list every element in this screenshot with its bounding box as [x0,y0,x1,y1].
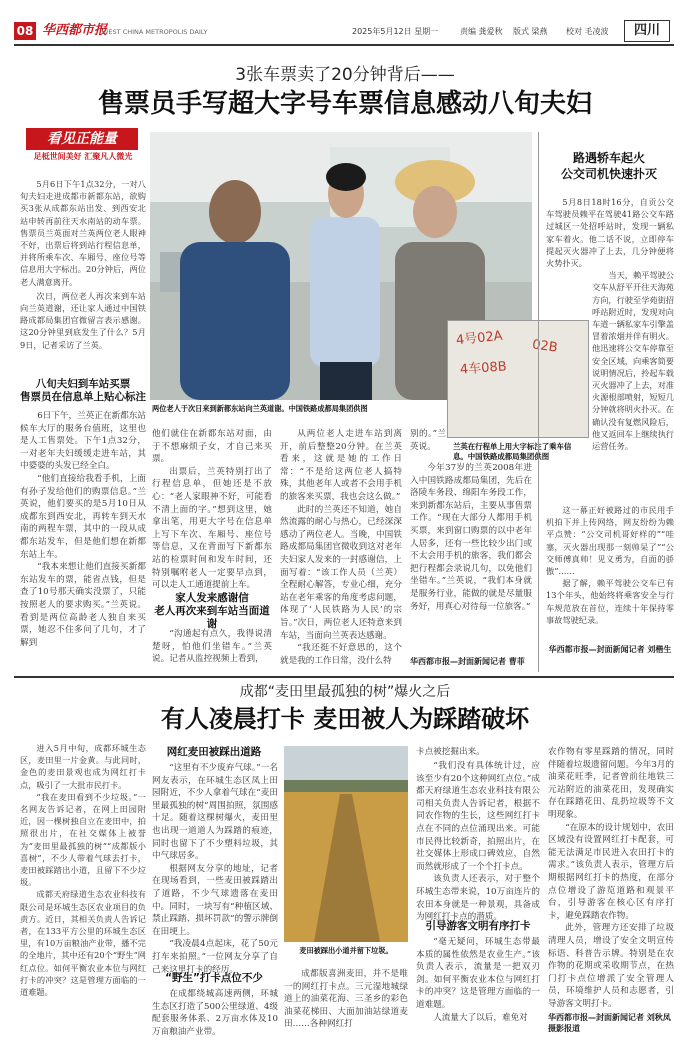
page-header [0,0,690,48]
ticket-note: 02B [531,337,559,356]
story3-headline: 有人凌晨打卡 麦田被人为踩踏破坏 [160,705,530,733]
paragraph: 人流量大了以后，难免对 [433,1012,528,1023]
story3-subhead-3: 引导游客文明有序打卡 [425,920,531,932]
paragraph: “毫无疑问，环城生态带最本质的属性依然是农业生产。”该负责人表示，流量是一把双刃剑。如何平衡农业本位与网红打卡的冲突？这是管理方面临的一道难题。 [416,937,540,1010]
paragraph: 该负责人还表示，对于整个环城生态带来说，10万亩连片的农田本身就是一种景观，具备成为网红打卡点的潜质。 [416,874,540,923]
paragraph: 出票后，兰英特别打出了行程信息单，但她还是不放心：“老人家眼神不好，可能看不清上面的字。”想到这里，她拿出笔，用更大字号在信息单上写下车次、车厢号、座位号等信息，又在背面写下新都东站的检票时间和发车时间，还特别嘱咐老人一定要早点到，可以走人工通道提前上车。 [152,466,272,591]
wheat-field-illustration [284,746,408,942]
story3-col2b [152,988,278,1038]
story3-col4c [416,936,540,1024]
page-number: 08 [14,22,36,40]
ticket-note: 4车08B [459,359,508,378]
badge-subtitle: 足柢世间美好 汇聚凡人微光 [33,152,133,161]
story3-col3a [284,968,408,1031]
story1-col4a [410,428,446,453]
paragraph: 今年37岁的兰英2008年进入中国铁路成都局集团，先后在洛陵车务段、绵阳车务段工作，来到新都东站后，主要从事售票工作。“现在大部分人都用手机买票，来到窗口购票的以中老年人居多，还有一些比较少出门或不太会用手机的旅客，我们都会把行程都会录说几句，以免他们坐错车。”兰英说，“我们本身就是服务行业，能做的就是尽量服务好，用真心对待每一位旅客。” [410,463,532,612]
story1-col4 [410,462,532,613]
story-divider [14,676,674,678]
story1-col2 [152,428,272,592]
paragraph: 成都天府绿道生态农业科技有限公司是环城生态区农业项目的负责方。近日，其相关负责人告诉记者，在133平方公里的环城生态区里，有10万亩粮油产业带，播不完的全地片，其中还有20个“野生”网红点位。如何平衡农业本位与网红打卡的冲突？这是管理方面临的一道难题。 [20,889,146,998]
paragraph: “沟通起有点久，我得说清楚呀，怕他们坐错车。”兰英说。记者从监控视频上看到， [152,629,272,665]
paragraph: “我本来想让他们直接买新都东站发车的票，能省点钱，但是查了10号那天确实没票了，只能按照老人的要求购买。”兰英说。看到是两位高龄老人独自来买票，她忍不住多问了几句，才了解到 [20,562,146,648]
paragraph: 此时的兰英还不知道，她自然流露的耐心与热心，已经深深感动了两位老人。当晚，中国铁路成都局集团官微收到这对老年夫妇家人发来的一封感谢信，上面写着：“该工作人员（兰英）全程耐心解答，专业心细，充分站在老年乘客的角度考虑问题，体现了‘人民铁路为人民’的宗旨。”次日，两位老人还特意来到车站，当面向兰英表达感谢。 [280,504,402,641]
story2-byline: 华西都市报—封面新闻记者 刘楷生 [548,645,672,654]
lead-paragraph: 次日，两位老人再次来到车站向兰英道谢，还让家人通过中国铁路成都局集团官微留言表示感谢。这20分钟里到底发生了什么？5月9日，记者采访了兰英。 [20,290,146,350]
paragraph: 根据网友分享的地址，记者在现场看到，一些麦田被踩踏出了道路，不少气球遗落在麦田中。同时，一块写有“种植区域、禁止踩踏、损坏罚款”的警示牌倒在田埂上。 [152,863,278,937]
story2-col-a [546,196,674,452]
paragraph: 他们就住在新都东站对面，由于不想麻烦子女，才自己来买票。 [152,429,272,465]
header-rule [14,44,674,46]
paper-name: 华西都市报 [42,23,108,38]
ticket-note: 4号02A [455,328,504,349]
section-tag: 四川 [624,20,670,42]
paragraph: “我们没有具体统计过，应该至少有20个这种网红点位。”成都天府绿道生态农业科技有限公司相关负责人告诉记者，根据不同农作物的生长，这些网红打卡点在不同的点位涌现出来。可能市民得比较新奇，拍照出片，在社交媒体上形成口碑效应，自然而然就形成了一个个打卡点。 [416,761,540,872]
paragraph: 此外，管理方还安排了垃圾清理人员，增设了安全文明宣传标语、科普告示牌。特别是在农作物的花期或采收期节点，在热门打卡点位增派了安全管理人员，环境维护人员和志愿者，引导游客文明打卡。 [548,923,674,1009]
lead-paragraph: 5月6日下午1点32分，一对八旬夫妇走进成都市新都东站，欲购买3张从成都东站出发、到西安北站申转再前往天水南站的动车票。售票员兰英面对兰英两位老人眼神不好，出票后将到站行程信息单，并将所乘车次、车厢号、座位号等信息用大字标出。20分钟后，两位老人满意离开。 [20,179,146,287]
story3-lead [20,742,146,998]
paragraph: 这一幕正好被路过的市民用手机拍下并上传网络，网友纷纷为赖平点赞：“公交司机哥好样的”“哇塞，灭火器出现那一刻帅呆了”“公交师傅真帅！见义勇为，自面的骄傲”…… [546,505,674,577]
paragraph: 进入5月中旬，成都环城生态区，麦田里一片金黄。与此同时，金色的麦田景观也成为网红打卡点，吸引了一大批市民打卡。 [20,743,146,790]
story1-col3 [280,428,402,667]
main-photo-caption: 两位老人于次日来到新都东站向兰英道谢。中国铁路成都局集团供图 [152,404,368,413]
paragraph: 农作物有零星踩踏的情况，同时伴随着垃圾遗留问题。今年3月的油菜花旺季，记者曾前往地铁三元站附近的油菜花田，发现确实存在踩踏花田、乱扔垃圾等不文明现象。 [548,747,674,820]
paragraph: 在成都绕城高速两侧，环城生态区打造了500公里绿道、4级配套服务体系、2万亩水体及10万亩粮油产业带。 [152,989,278,1037]
story3-subhead-1: 网红麦田被踩出道路 [166,746,262,758]
paragraph: “我还挺不好意思的，这个就是我的工作日常，没什么特 [280,643,402,666]
paragraph: 卡点被挖掘出来。 [416,747,485,757]
story3-col5 [548,746,674,1010]
wheat-field-photo [284,746,408,942]
paragraph: 6日下午，兰英正在新都东站候车大厅的服务台值班，这里也是人工售票处。下午1点32分，一对老年夫妇缓缓走进车站，其中婆婆的头发已经全白。 [20,411,146,472]
paragraph: “我在麦田看到不少垃圾。”一名网友告诉记者，在网上田园附近，因一棵树独自立在麦田中，拍照很出片，在社交媒体上被誉为“麦田里最孤独的树”“成都版小喜树”，不少人带着气球去打卡，麦田被踩踏出小道，且留下不少垃圾。 [20,791,146,888]
story3-col2a [152,762,278,976]
story3-subhead-2: “野生”打卡点位不少 [165,972,263,984]
paragraph: 从两位老人走进车站到离开，前后整整20分钟。在兰英看来，这就是她的工作日常：“不是给这两位老人搞特殊，其他老年人或者不会用手机的旅客来买票，我也会这么做。” [280,429,402,502]
paragraph: 成都版喜洲麦田，并不是唯一的网红打卡点。三元湿地城绿道上的油菜花海、三圣乡的彩色油菜花梯田、大面加油站绿道麦田……各种网红打 [284,969,408,1030]
story1-subhead-1: 八旬夫妇到车站买票 售票员在信息单上贴心标注 [20,378,146,403]
story1-col2c [152,628,272,666]
paragraph: 5月8日18时16分，自贡公交车驾驶员赖平在驾驶41路公交车路过城区一处招呼站时，发现一辆私家车着火。他二话不说，立即停车提起灭火器冲了上去，几分钟便将火势扑灭。 [546,197,674,269]
paragraph: 别的。”兰英说。 [410,429,446,452]
story2-headline: 路遇轿车起火 公交司机快速扑灭 [560,151,657,181]
positive-energy-badge [22,128,144,170]
story3-byline: 华西都市报—封面新闻记者 刘秋凤 摄影报道 [548,1013,671,1033]
badge-title: 看见正能量 [26,128,138,150]
wheat-photo-caption: 麦田被踩出小道并留下垃圾。 [299,946,393,955]
paper-name-en: WEST CHINA METROPOLIS DAILY [102,28,208,36]
story1-headline: 售票员手写超大字号车票信息感动八旬夫妇 [97,89,592,119]
paragraph: 当天，赖平驾驶公交车从舒平开往天海苑方向，行驶至学苑街招呼站附近时，发现对向车道一辆私家车引擎盖冒着浓烟并伴有明火。他迅速将公交车停靠至安全区域，向乘客简要说明情况后，拎起车载灭火器冲了上去，对准火源根部喷射，短短几分钟就将明火扑灭。在确认没有复燃风险后，他又返回车上继续执行运营任务。 [592,270,674,452]
paragraph: 据了解，赖平驾驶公交车已有13个年头，他始终将乘客安全与行车规范放在首位，连续十年保持零事故驾驶纪录。 [546,578,674,625]
story2-col-b [546,504,674,626]
ticket-inset-caption: 兰英在行程单上用大字标注了乘车信息。中国铁路成都局集团供图 [453,442,572,462]
paragraph: “他们直接给我看手机，上面有孙子发给他们的购票信息。”兰英说，他们要买的是5月10日从成都东到西安北，再转车到天水南的两程车票，其中的一段从成都东站发车，但是他们想在新都东站上车。 [20,473,146,560]
issue-date: 2025年5月12日 星期一 [352,27,439,36]
story1-byline: 华西都市报—封面新闻记者 曹菲 [410,657,525,666]
designer-credit: 版式 梁燕 [513,27,548,36]
story3-col4b [416,760,540,924]
paragraph: “在原本的设计规划中，农田区域没有设置网红打卡配套，可能无法满足市民进入农田打卡的需求。”该负责人表示，管理方后期根据网红打卡的热度，在部分点位增设了游览道路和观景平台，引导游客在核心区有序打卡，避免踩踏农作物。 [548,822,674,921]
paragraph: “我凌晨4点起床，花了50元打车来拍照。”一位网友分享了自己来这里打卡的经历。 [152,939,278,975]
story1-col1 [20,410,146,649]
story1-kicker: 3张车票卖了20分钟背后—— [235,65,455,85]
story1-subhead-2: 家人发来感谢信 老人再次来到车站当面道谢 [154,592,270,630]
story1-lead [20,178,146,351]
story3-kicker: 成都“麦田里最孤独的树”爆火之后 [239,684,451,700]
story3-col4a [416,746,540,759]
editor-credit: 责编 龚爱秋 [460,27,503,36]
paragraph: “这里有不少废弃气球。”一名网友表示，在环城生态区凤上田园附近，不少人拿着气球在“麦田里最孤独的树”周围拍照，氛围感十足。随着这棵树爆火，麦田里也出现一道道人为踩踏的痕迹，同时也留下了不少塑料垃圾，其中气球居多。 [152,763,278,862]
proofreader-credit: 校对 毛凌波 [566,27,609,36]
